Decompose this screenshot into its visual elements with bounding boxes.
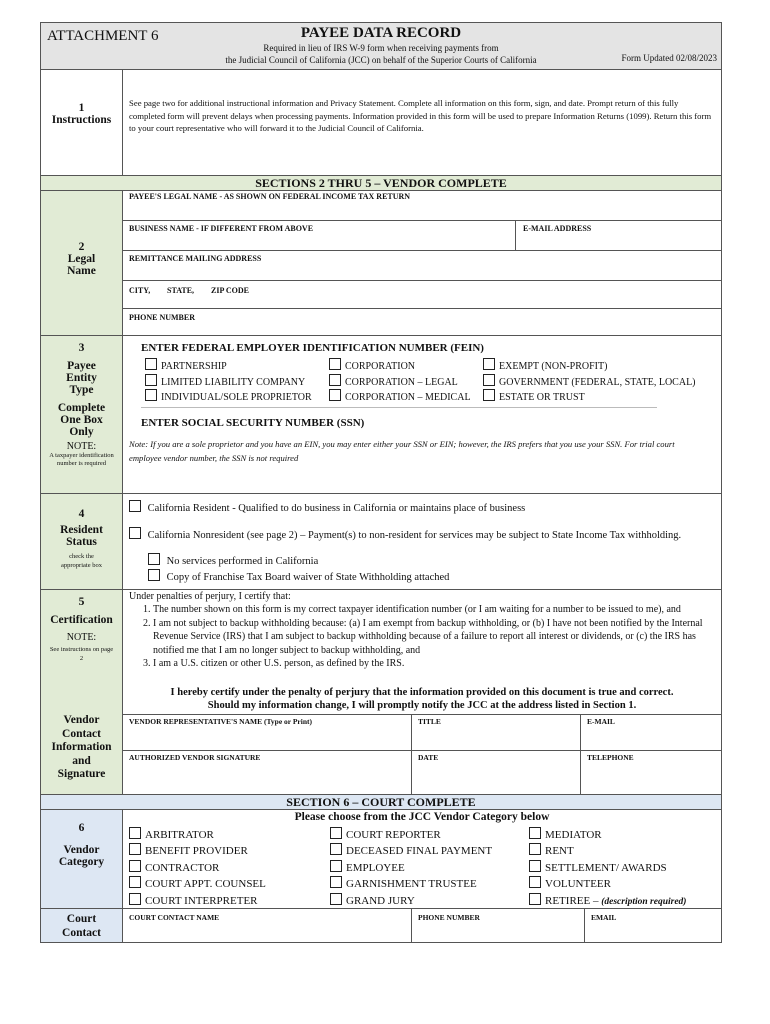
form-header [41,23,721,70]
option-label: GOVERNMENT (FEDERAL, STATE, LOCAL) [499,376,696,388]
checkbox[interactable] [330,827,342,839]
category-label: ARBITRATOR [145,829,214,841]
resident-label: California Resident - Qualified to do business in California or maintains place of business [147,503,526,514]
ftb-waiver-option[interactable] [148,569,449,583]
vendor-category-heading: Please choose from the JCC Vendor Category below [294,811,550,823]
category-volunteer[interactable] [529,876,686,892]
entity-option-estate[interactable] [483,389,696,405]
checkbox[interactable] [529,893,541,905]
attachment-label: ATTACHMENT 6 [47,28,159,44]
checkbox[interactable] [529,843,541,855]
vendor-rep-name-field[interactable] [123,715,411,750]
category-label: VOLUNTEER [545,878,611,891]
checkbox[interactable] [145,374,157,386]
retiree-note: (description required) [601,896,687,907]
court-complete-banner [41,795,721,810]
checkbox[interactable] [330,860,342,872]
email-address-label: E-MAIL ADDRESS [523,224,592,233]
category-column-2 [330,827,492,909]
vendor-date-label: DATE [418,753,439,762]
section-5-name: Certification [50,614,113,626]
checkbox[interactable] [148,569,160,581]
category-deceased-final-payment[interactable] [330,843,492,859]
category-mediator[interactable] [529,827,686,843]
form-subtitle-2: the Judicial Council of California (JCC) on behalf of the Superior Courts of California [225,55,537,65]
option-label: INDIVIDUAL/SOLE PROPRIETOR [161,392,312,403]
instructions-cell [123,70,721,175]
entity-option-llc[interactable] [145,374,312,390]
court-complete-banner-text: SECTION 6 – COURT COMPLETE [286,795,476,809]
certify-statement-1: I hereby certify under the penalty of perjury that the information provided on this document is true and correct. [170,687,674,698]
checkbox[interactable] [330,893,342,905]
option-label: LIMITED LIABILITY COMPANY [161,376,306,388]
vendor-complete-banner-text: SECTIONS 2 THRU 5 – VENDOR COMPLETE [255,176,507,190]
category-label: RETIREE – [545,894,599,907]
section-5-label [41,590,123,794]
vendor-title-label: TITLE [418,717,441,726]
ftb-waiver-label: Copy of Franchise Tax Board waiver of State Withholding attached [166,572,450,583]
no-services-label: No services performed in California [166,556,319,567]
email-address-field[interactable] [515,221,721,250]
certification-item: 2. I am not subject to backup withholding because: (a) I am exempt from backup withholding, or (b) I have not been notified by the Internal Revenue Service (IRS) that I am subject to backup withholding because of a failure to report all interest or dividends, or (c) the IRS has notified me that I am no longer subject to backup withholding, and [153,617,709,658]
certification-item: 3. I am a U.S. citizen or other U.S. person, as defined by the IRS. [153,657,709,671]
vendor-contact-grid [123,714,721,794]
phone-number-field[interactable] [123,309,721,338]
checkbox[interactable] [129,843,141,855]
vendor-contact-name-5: Signature [57,768,106,780]
category-court-interpreter[interactable] [129,893,266,909]
instructions-text: See page two for additional instructional information and Privacy Statement. Complete all information on this form, sign, and date. Prompt return of this fully completed form will prevent delays when processing payments. Information provided in this form will be used to prepare Information Returns (1099). Return this form to your court representative who will forward it to the Judicial Council of California. [129,98,712,133]
checkbox[interactable] [329,389,341,401]
checkbox[interactable] [483,374,495,386]
entity-option-partnership[interactable] [145,358,312,374]
nonresident-label: California Nonresident (see page 2) – Payment(s) to non-resident for services may be subject to State Income Tax withholding. [147,530,682,541]
certification-list [123,603,709,671]
court-phone-label: PHONE NUMBER [418,913,480,922]
vendor-contact-label [41,714,122,782]
checkbox[interactable] [529,827,541,839]
certification-item: 1. The number shown on this form is my correct taxpayer identification number (or I am waiting for a number to be issued to me), and [153,603,709,617]
option-label: ESTATE OR TRUST [499,392,585,403]
category-label: CONTRACTOR [145,861,220,874]
section-3-name-3: Type [69,384,94,396]
entity-option-corporation[interactable] [329,358,471,374]
vendor-telephone-field[interactable] [580,750,721,794]
checkbox[interactable] [148,553,160,565]
vendor-date-field[interactable] [411,750,581,794]
vendor-contact-name-3: Information [51,741,112,753]
checkbox[interactable] [529,860,541,872]
checkbox[interactable] [145,389,157,401]
section-3-name-2: Entity [66,372,97,384]
business-name-row [123,221,721,251]
section-4-number: 4 [78,508,85,520]
checkbox[interactable] [129,893,141,905]
category-label: MEDIATOR [545,829,602,841]
option-label: PARTNERSHIP [161,361,227,372]
checkbox[interactable] [129,876,141,888]
section-6-name-1: Vendor [63,844,100,856]
court-contact-name-field[interactable] [123,909,411,942]
vendor-contact-name-1: Vendor [63,714,100,726]
checkbox[interactable] [129,500,141,512]
category-arbitrator[interactable] [129,827,266,843]
business-name-label: BUSINESS NAME - IF DIFFERENT FROM ABOVE [129,224,314,233]
checkbox[interactable] [129,860,141,872]
section-3-note-text: A taxpayer identification number is required [49,452,114,467]
vendor-email-label: E-MAIL [587,717,615,726]
section-1-number: 1 [78,102,85,114]
business-name-field[interactable] [123,221,515,250]
city-state-zip-field[interactable] [123,281,721,309]
checkbox[interactable] [483,389,495,401]
entity-column-1 [145,358,312,405]
payee-legal-name-field[interactable] [123,191,721,221]
no-services-option[interactable] [148,553,318,567]
court-contact-name-2: Contact [62,927,101,939]
option-label: CORPORATION – LEGAL [345,376,458,388]
city-label: CITY, [129,286,151,295]
vendor-signature-field[interactable] [123,750,411,794]
section-2-number: 2 [78,241,85,253]
state-label: STATE, [167,286,195,295]
complete-one-box-2: One Box [60,414,103,426]
vendor-contact-name-2: Contact [62,727,101,740]
entity-option-exempt[interactable] [483,358,696,374]
resident-status-area [123,494,721,589]
section-6-vendor-category [41,810,721,909]
ssn-heading[interactable]: ENTER SOCIAL SECURITY NUMBER (SSN) [141,417,365,429]
category-label: COURT INTERPRETER [145,894,258,907]
checkbox[interactable] [129,527,141,539]
section-4-hint: check the appropriate box [61,553,102,569]
section-2-legal-name [41,191,721,336]
zip-label: ZIP CODE [211,286,250,295]
resident-option[interactable] [129,500,525,514]
checkbox[interactable] [145,358,157,370]
checkbox[interactable] [129,827,141,839]
remittance-address-label: REMITTANCE MAILING ADDRESS [129,254,262,263]
option-label: EXEMPT (NON-PROFIT) [499,361,608,372]
vendor-contact-row-2 [123,750,721,794]
fein-heading[interactable]: ENTER FEDERAL EMPLOYER IDENTIFICATION NUMBER (FEIN) [141,342,484,354]
section-4-resident-status [41,494,721,590]
category-label: BENEFIT PROVIDER [145,845,248,858]
checkbox[interactable] [329,358,341,370]
section-2-label [41,191,123,335]
checkbox[interactable] [329,374,341,386]
section-1-label [41,70,123,175]
entity-option-corporation-legal[interactable] [329,374,471,390]
vendor-rep-name-label: VENDOR REPRESENTATIVE'S NAME (Type or Print) [129,717,312,726]
remittance-address-field[interactable] [123,251,721,281]
payee-data-record-form [40,22,722,943]
vendor-telephone-label: TELEPHONE [587,753,634,762]
category-contractor[interactable] [129,860,266,876]
section-6-number: 6 [78,822,85,834]
category-benefit-provider[interactable] [129,843,266,859]
category-settlement-awards[interactable] [529,860,686,876]
section-1-name: Instructions [51,114,112,126]
category-column-1 [129,827,266,909]
section-3-payee-entity-type [41,336,721,494]
vendor-email-field[interactable] [580,715,721,750]
category-label: COURT REPORTER [346,829,441,841]
section-3-note-label: NOTE: [66,441,97,452]
court-phone-field[interactable] [411,909,585,942]
option-label: CORPORATION [345,361,416,372]
fein-ssn-divider [141,407,657,408]
court-email-label: EMAIL [591,913,617,922]
vendor-contact-name-4: and [72,754,91,767]
entity-column-3 [483,358,696,405]
section-5-note-text: See instructions on page 2 [49,646,114,662]
court-contact-name-label: COURT CONTACT NAME [129,913,220,922]
checkbox[interactable] [330,843,342,855]
entity-type-area [123,336,721,493]
section-4-name-2: Status [66,536,97,548]
form-subtitle-1: Required in lieu of IRS W-9 form when receiving payments from [263,43,499,53]
category-column-3 [529,827,686,910]
category-retiree[interactable] [529,893,686,910]
category-label: DECEASED FINAL PAYMENT [346,845,493,858]
category-court-reporter[interactable] [330,827,492,843]
option-label: CORPORATION – MEDICAL [345,392,471,403]
ssn-note: Note: If you are a sole proprietor and you have an EIN, you may enter either your SSN or EIN; however, the IRS prefers that you use your SSN. For trial court employee vendor number, the SSN is not required [129,439,675,463]
section-5-number: 5 [78,596,85,608]
section-5-certification [41,590,721,795]
legal-name-fields [123,191,721,335]
checkbox[interactable] [483,358,495,370]
category-label: GARNISHMENT TRUSTEE [346,878,477,891]
complete-one-box-1: Complete [57,402,106,414]
category-label: EMPLOYEE [346,861,405,874]
complete-one-box-3: Only [69,426,94,438]
section-2-name-1: Legal [67,253,96,265]
vendor-complete-banner [41,176,721,191]
category-rent[interactable] [529,843,686,859]
section-3-label [41,336,123,493]
entity-column-2 [329,358,471,405]
category-grand-jury[interactable] [330,893,492,909]
category-label: RENT [545,845,574,858]
section-4-name-1: Resident [60,524,103,536]
payee-legal-name-label: PAYEE'S LEGAL NAME - AS SHOWN ON FEDERAL INCOME TAX RETURN [129,192,411,201]
vendor-category-area [123,810,721,908]
section-3-number: 3 [78,342,85,354]
form-updated: Form Updated 02/08/2023 [621,53,717,63]
certify-statement-2: Should my information change, I will promptly notify the JCC at the address listed in Section 1. [207,700,637,711]
entity-option-individual[interactable] [145,389,312,405]
checkbox[interactable] [330,876,342,888]
court-email-field[interactable] [584,909,721,942]
entity-option-corporation-medical[interactable] [329,389,471,405]
certification-area [123,590,721,794]
court-contact-row [41,909,721,942]
category-label: SETTLEMENT/ AWARDS [545,861,667,874]
checkbox[interactable] [529,876,541,888]
certification-intro: Under penalties of perjury, I certify that: [129,591,291,602]
phone-number-label: PHONE NUMBER [129,313,195,322]
section-6-label [41,810,123,908]
section-1-instructions [41,70,721,176]
category-garnishment-trustee[interactable] [330,876,492,892]
vendor-signature-label: AUTHORIZED VENDOR SIGNATURE [129,753,261,762]
form-title: PAYEE DATA RECORD [300,25,462,41]
entity-option-government[interactable] [483,374,696,390]
nonresident-option[interactable] [129,527,713,542]
section-4-label [41,494,123,589]
section-5-note-label: NOTE: [66,632,97,643]
court-contact-name-1: Court [66,913,97,925]
section-2-name-2: Name [67,265,96,277]
category-employee[interactable] [330,860,492,876]
category-court-appt-counsel[interactable] [129,876,266,892]
vendor-contact-row-1 [123,715,721,751]
court-contact-fields [123,909,721,942]
section-6-name-2: Category [58,856,105,868]
section-3-name-1: Payee [67,360,96,372]
category-label: GRAND JURY [346,894,415,907]
category-label: COURT APPT. COUNSEL [145,878,266,891]
court-contact-label [41,909,123,942]
vendor-title-field[interactable] [411,715,581,750]
